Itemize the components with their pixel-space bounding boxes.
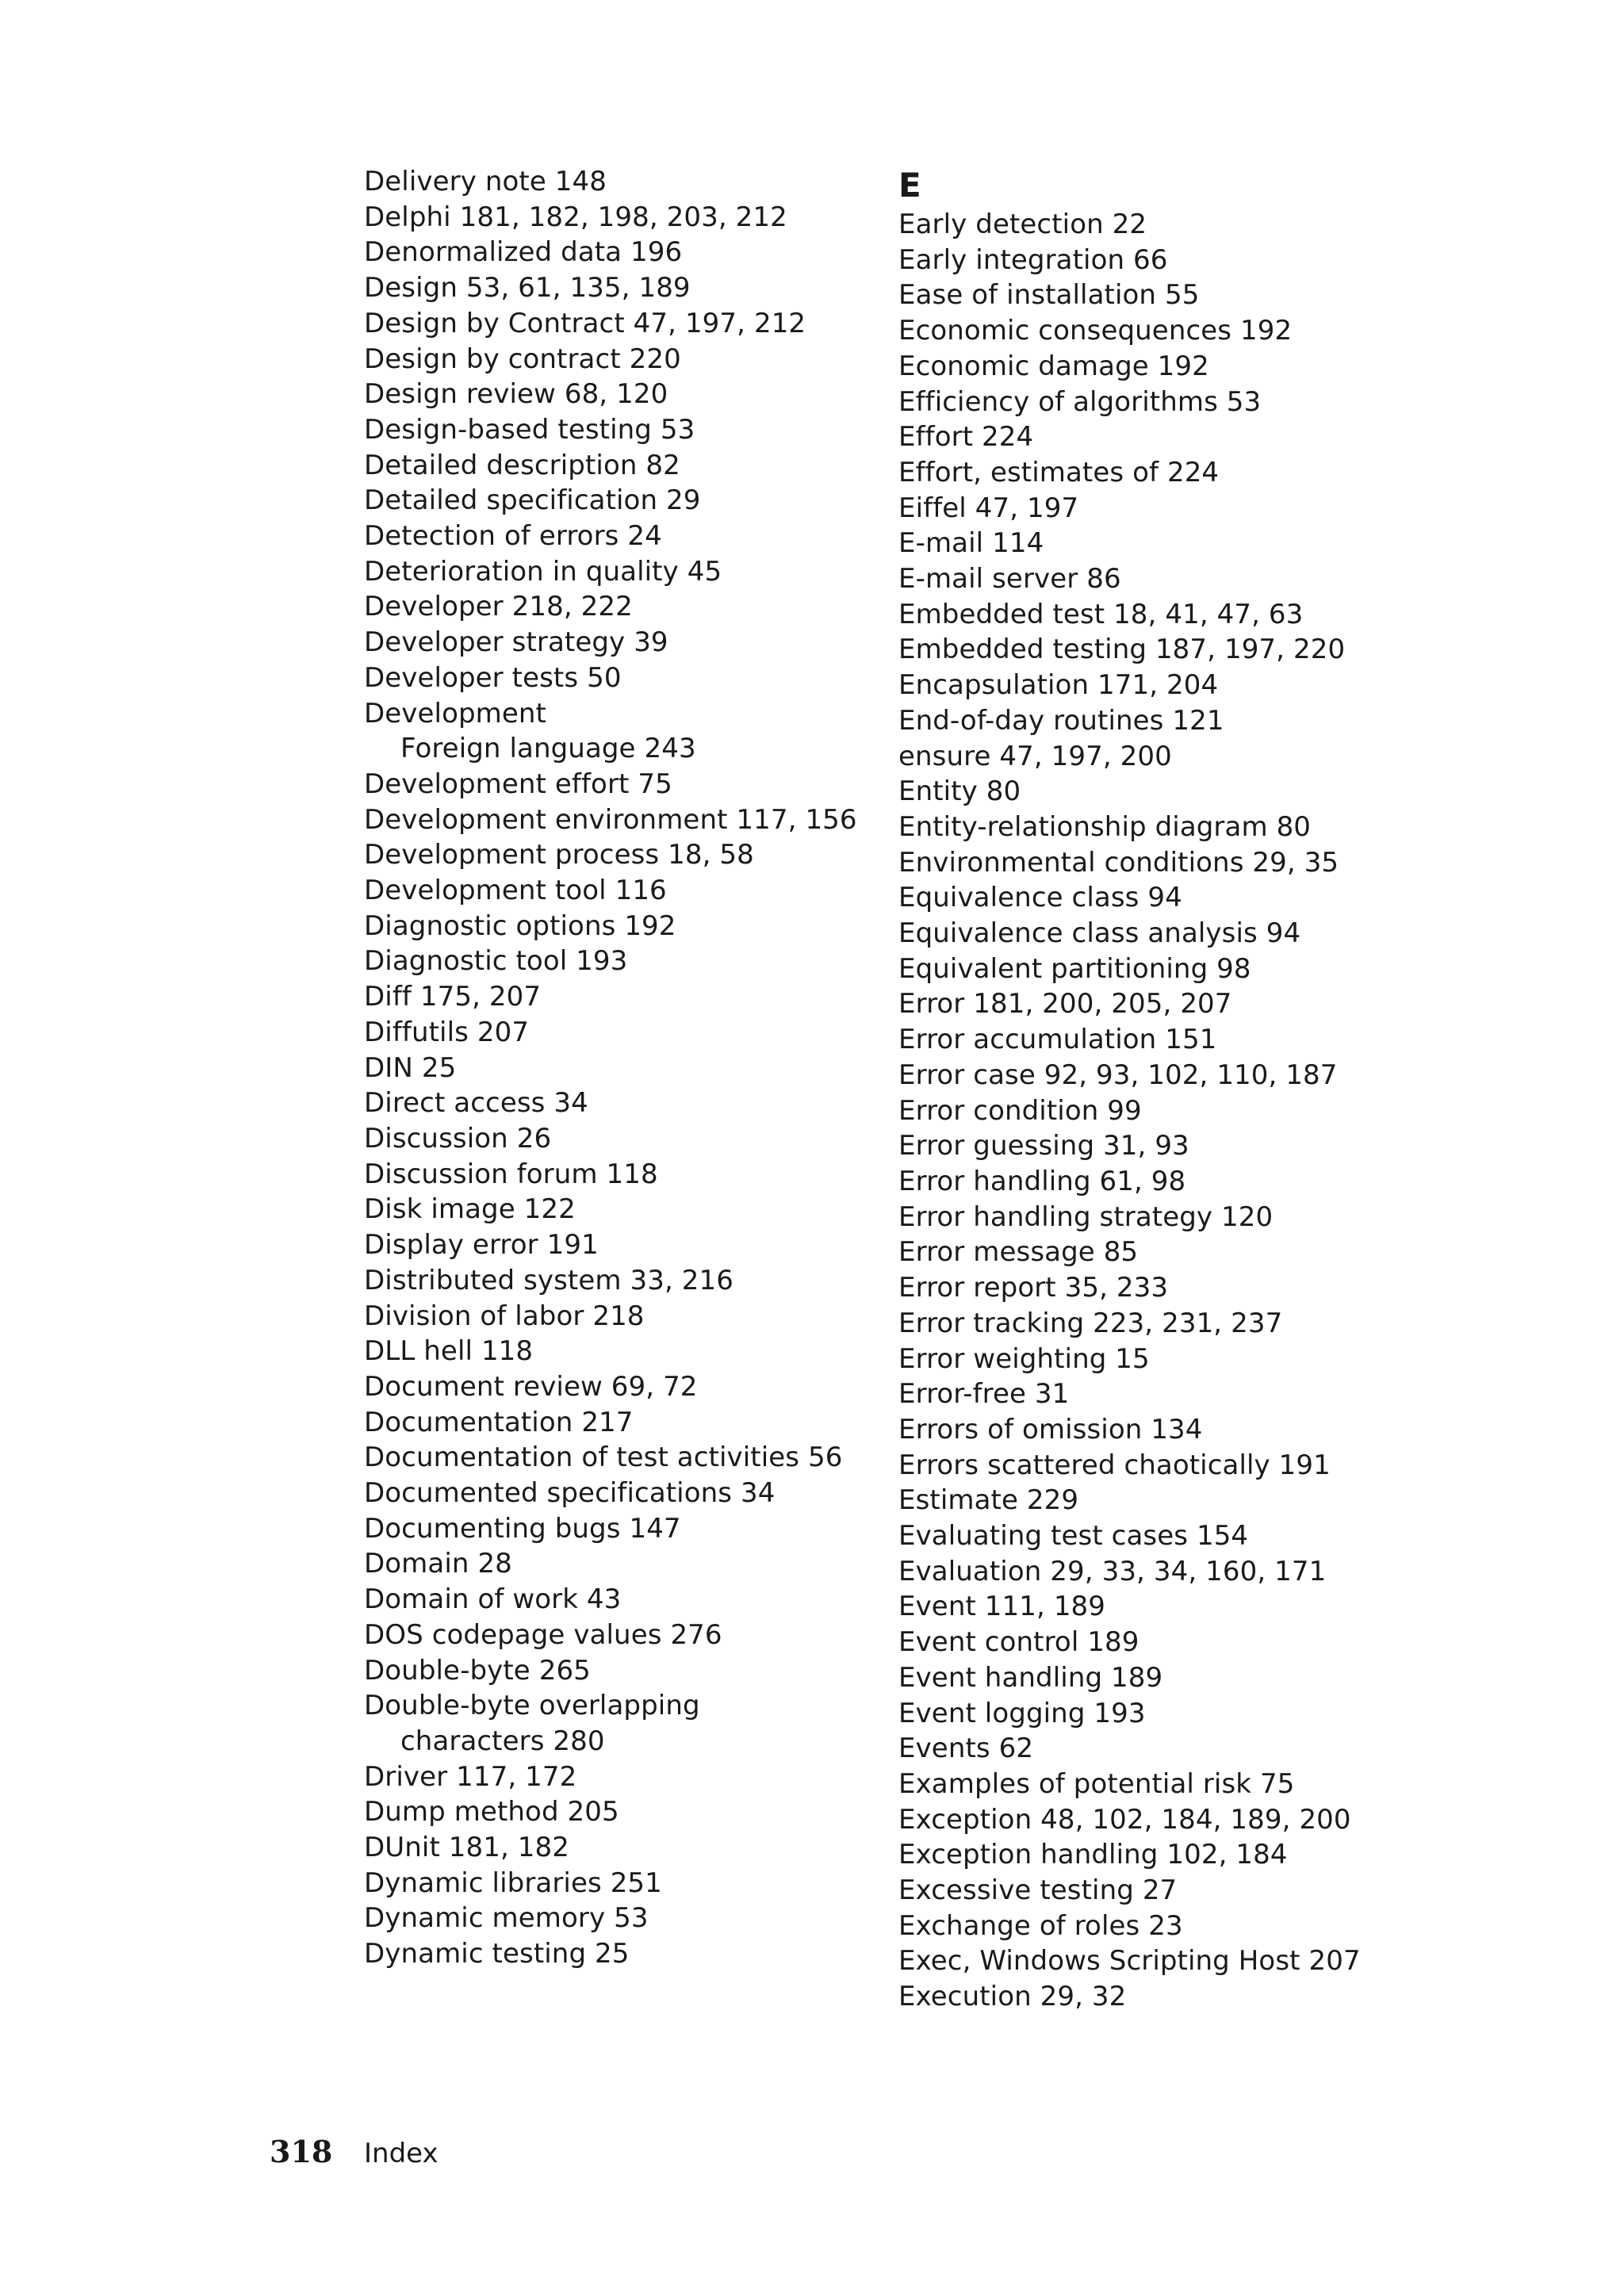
index-entry: Design-based testing 53: [364, 413, 695, 446]
index-entry: Exception 48, 102, 184, 189, 200: [898, 1803, 1351, 1836]
index-entry: Division of labor 218: [364, 1300, 645, 1332]
index-entry: Documentation of test activities 56: [364, 1442, 843, 1474]
index-entry: DLL hell 118: [364, 1335, 534, 1368]
index-entry: Effort 224: [898, 421, 1034, 454]
index-entry: Diffutils 207: [364, 1016, 530, 1048]
index-entry: Execution 29, 32: [898, 1981, 1127, 2013]
index-entry: Domain 28: [364, 1548, 512, 1580]
index-entry: DUnit 181, 182: [364, 1832, 570, 1864]
index-entry: Equivalence class analysis 94: [898, 917, 1301, 950]
index-entry: Detailed description 82: [364, 449, 680, 481]
index-entry: Discussion 26: [364, 1122, 552, 1154]
index-entry: Errors scattered chaotically 191: [898, 1449, 1331, 1481]
index-subentry: Foreign language 243: [400, 733, 696, 765]
index-entry: Design 53, 61, 135, 189: [364, 272, 691, 304]
index-entry: Diagnostic tool 193: [364, 945, 628, 978]
index-entry: Evaluating test cases 154: [898, 1520, 1249, 1553]
index-entry: End-of-day routines 121: [898, 704, 1224, 737]
index-entry: Error tracking 223, 231, 237: [898, 1307, 1283, 1339]
index-entry: Exec, Windows Scripting Host 207: [898, 1945, 1361, 1978]
index-entry: Ease of installation 55: [898, 279, 1200, 312]
index-entry: DOS codepage values 276: [364, 1618, 722, 1651]
index-subentry: characters 280: [400, 1725, 605, 1757]
index-entry: Developer strategy 39: [364, 626, 668, 659]
index-entry: Distributed system 33, 216: [364, 1264, 733, 1296]
index-entry: Delivery note 148: [364, 166, 607, 197]
index-entry: Evaluation 29, 33, 34, 160, 171: [898, 1555, 1327, 1587]
index-entry: Dynamic memory 53: [364, 1902, 649, 1935]
index-entry: Estimate 229: [898, 1484, 1079, 1517]
index-entry: Deterioration in quality 45: [364, 555, 722, 588]
index-entry: Design review 68, 120: [364, 378, 668, 411]
index-entry: Development environment 117, 156: [364, 803, 857, 836]
index-entry: Early detection 22: [898, 209, 1147, 240]
index-entry: Error case 92, 93, 102, 110, 187: [898, 1059, 1338, 1091]
index-entry: Excessive testing 27: [898, 1874, 1178, 1907]
index-entry: Dynamic testing 25: [364, 1938, 630, 1970]
index-entry: Error handling 61, 98: [898, 1165, 1186, 1197]
index-entry: Error weighting 15: [898, 1342, 1150, 1375]
index-entry: Eiffel 47, 197: [898, 492, 1079, 524]
index-entry: Diff 175, 207: [364, 981, 542, 1013]
index-entry: Error condition 99: [898, 1094, 1142, 1127]
index-entry: Discussion forum 118: [364, 1158, 658, 1190]
page-number: 318: [270, 2134, 333, 2169]
index-entry: Entity-relationship diagram 80: [898, 810, 1312, 843]
running-head: Index: [364, 2138, 439, 2169]
index-entry: Error 181, 200, 205, 207: [898, 988, 1232, 1020]
index-entry: Dump method 205: [364, 1796, 619, 1828]
index-entry: Error handling strategy 120: [898, 1200, 1274, 1233]
index-entry: Development process 18, 58: [364, 839, 754, 871]
index-entry: Denormalized data 196: [364, 236, 683, 269]
index-entry: Equivalence class 94: [898, 882, 1182, 914]
index-entry: Error-free 31: [898, 1378, 1070, 1411]
index-entry: Efficiency of algorithms 53: [898, 385, 1262, 418]
index-entry: Entity 80: [898, 775, 1021, 808]
index-entry: ensure 47, 197, 200: [898, 740, 1172, 772]
index-entry: Event 111, 189: [898, 1591, 1106, 1623]
index-entry: Environmental conditions 29, 35: [898, 846, 1339, 879]
index-entry: Embedded test 18, 41, 47, 63: [898, 598, 1304, 630]
index-entry: Encapsulation 171, 204: [898, 669, 1219, 702]
section-letter-heading: E: [898, 166, 921, 205]
index-entry: Embedded testing 187, 197, 220: [898, 634, 1346, 666]
index-entry: Equivalent partitioning 98: [898, 952, 1251, 985]
index-column-right: [898, 164, 1406, 2015]
index-entry: Dynamic libraries 251: [364, 1867, 662, 1899]
index-entry: Detailed specification 29: [364, 484, 701, 517]
index-entry: Event control 189: [898, 1626, 1139, 1659]
index-entry: Delphi 181, 182, 198, 203, 212: [364, 201, 787, 233]
index-entry: Exception handling 102, 184: [898, 1839, 1288, 1871]
index-entry: Disk image 122: [364, 1193, 576, 1226]
index-entry: Exchange of roles 23: [898, 1909, 1183, 1942]
index-entry: Display error 191: [364, 1229, 599, 1262]
index-entry: E-mail 114: [898, 527, 1044, 560]
index-entry: Effort, estimates of 224: [898, 456, 1220, 488]
index-entry: Economic damage 192: [898, 350, 1209, 382]
index-entry: Early integration 66: [898, 243, 1168, 276]
index-entry: Diagnostic options 192: [364, 909, 676, 942]
index-entry: Event handling 189: [898, 1661, 1163, 1694]
index-entry: Error accumulation 151: [898, 1024, 1217, 1056]
index-entries-e: [898, 207, 1406, 2015]
index-entry: Document review 69, 72: [364, 1370, 698, 1403]
index-entry: Error guessing 31, 93: [898, 1130, 1189, 1162]
index-entry: Double-byte overlapping: [364, 1690, 700, 1722]
index-entry: Development tool 116: [364, 875, 667, 907]
index-entry: Events 62: [898, 1733, 1034, 1765]
index-entry: Design by contract 220: [364, 343, 681, 375]
index-entry: Examples of potential risk 75: [898, 1767, 1295, 1800]
page-footer: [270, 2135, 439, 2171]
index-entry: Detection of errors 24: [364, 520, 662, 553]
index-entry: Documentation 217: [364, 1406, 634, 1438]
index-entry: Double-byte 265: [364, 1654, 591, 1687]
index-entry: Error report 35, 233: [898, 1272, 1169, 1304]
index-entry: DIN 25: [364, 1051, 457, 1084]
index-entry: Development effort 75: [364, 768, 672, 800]
index-entry: Driver 117, 172: [364, 1760, 577, 1793]
index-entry: Documented specifications 34: [364, 1477, 776, 1510]
index-entry: Errors of omission 134: [898, 1413, 1203, 1445]
index-entry: Error message 85: [898, 1236, 1139, 1269]
index-entry: Developer tests 50: [364, 661, 622, 694]
index-entry: Direct access 34: [364, 1087, 588, 1120]
index-entry: Documenting bugs 147: [364, 1512, 681, 1545]
index-entry: Domain of work 43: [364, 1583, 622, 1616]
index-entry: Developer 218, 222: [364, 591, 633, 623]
index-entry: Economic consequences 192: [898, 315, 1293, 347]
index-entry: Development: [364, 697, 546, 729]
index-entry: Event logging 193: [898, 1697, 1146, 1729]
index-entry: E-mail server 86: [898, 563, 1121, 595]
index-column-left: [364, 164, 871, 1972]
index-entry: Design by Contract 47, 197, 212: [364, 307, 806, 339]
